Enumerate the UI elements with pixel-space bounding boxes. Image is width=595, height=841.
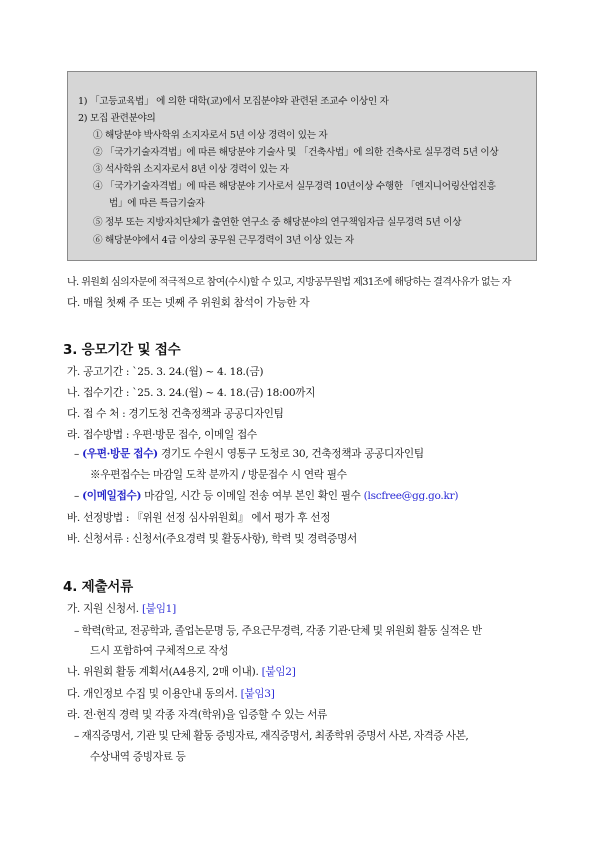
s4-ra-sub-2: 수상내역 증빙자료 등 bbox=[90, 751, 186, 763]
dash: – bbox=[74, 490, 79, 502]
post-address: 경기도 수원시 영통구 도청로 30, 건축정책과 공공디자인팀 bbox=[160, 448, 424, 460]
s4-ga-sub-1: – 학력(학교, 전공학과, 졸업논문명 등, 주요근무경력, 각종 기관·단체 및 위원회 활동 실적은 반 bbox=[74, 625, 482, 637]
s4-ra-sub-1: – 재직증명서, 기관 및 단체 활동 증빙자료, 재직증명서, 최종학위 증명서 사본, 자격증 사본, bbox=[74, 730, 469, 742]
box-sub-5: ⑤ 정부 또는 지방자치단체가 출연한 연구소 중 해당분야의 연구책임자급 실무경력 5년 이상 bbox=[93, 217, 462, 228]
box-sub-4b: 법」에 따른 특급기술자 bbox=[109, 198, 205, 209]
s4-na-text: 나. 위원회 활동 계획서(A4용지, 2매 이내). bbox=[67, 666, 259, 678]
s4-ga-sub-2: 드시 포함하여 구체적으로 작성 bbox=[90, 645, 229, 657]
s4-ga-text: 가. 지원 신청서. bbox=[67, 603, 139, 615]
s4-na bbox=[67, 664, 296, 679]
email-address-link[interactable]: (lscfree@gg.go.kr) bbox=[363, 490, 459, 502]
qualification-box bbox=[67, 71, 537, 261]
s3-post-line bbox=[74, 446, 424, 461]
section-3-title: 3. 응모기간 및 접수 bbox=[63, 342, 181, 358]
s4-da-text: 다. 개인정보 수집 및 이용안내 동의서. bbox=[67, 688, 238, 700]
box-sub-1: ① 해당분야 박사학위 소지자로서 5년 이상 경력이 있는 자 bbox=[93, 130, 328, 141]
box-sub-4a: ④ 「국가기술자격법」에 따른 해당분야 기사로서 실무경력 10년이상 수행한 「엔지니어링산업진흥 bbox=[93, 181, 496, 192]
s4-ga bbox=[67, 601, 176, 616]
post-visit-label: (우편·방문 접수) bbox=[82, 448, 158, 460]
s4-da bbox=[67, 686, 275, 701]
box-sub-2: ② 「국가기술자격법」에 따른 해당분야 기술사 및 「건축사법」에 의한 건축사로 실무경력 5년 이상 bbox=[93, 147, 499, 158]
attachment-1-link[interactable]: [붙임1] bbox=[141, 603, 176, 615]
email-text: 마감일, 시간 등 이메일 전송 여부 본인 확인 필수 bbox=[144, 490, 361, 502]
attachment-2-link[interactable]: [붙임2] bbox=[261, 666, 296, 678]
s3-ga: 가. 공고기간 : `25. 3. 24.(월) ~ 4. 18.(금) bbox=[67, 366, 264, 378]
section-4-title: 4. 제출서류 bbox=[63, 579, 133, 595]
box-item-1: 1) 「고등교육법」 에 의한 대학(교)에서 모집분야와 관련된 조교수 이상인 자 bbox=[78, 96, 389, 107]
box-sub-6: ⑥ 해당분야에서 4급 이상의 공무원 근무경력이 3년 이상 있는 자 bbox=[93, 235, 354, 246]
after-box-da: 다. 매월 첫째 주 또는 넷째 주 위원회 참석이 가능한 자 bbox=[67, 297, 310, 309]
dash: – bbox=[74, 448, 79, 460]
s3-email-line bbox=[74, 488, 458, 503]
box-sub-3: ③ 석사학위 소지자로서 8년 이상 경력이 있는 자 bbox=[93, 164, 289, 175]
s3-ra: 라. 접수방법 : 우편·방문 접수, 이메일 접수 bbox=[67, 429, 257, 441]
box-item-2: 2) 모집 관련분야의 bbox=[78, 113, 156, 124]
s3-ma: 바. 선정방법 : 『위원 선정 심사위원회』 에서 평가 후 선정 bbox=[67, 512, 331, 524]
email-label: (이메일접수) bbox=[82, 490, 142, 502]
attachment-3-link[interactable]: [붙임3] bbox=[240, 688, 275, 700]
s3-na: 나. 접수기간 : `25. 3. 24.(월) ~ 4. 18.(금) 18:00까지 bbox=[67, 387, 316, 399]
after-box-na: 나. 위원회 심의자문에 적극적으로 참여(수시)할 수 있고, 지방공무원법 제31조에 해당하는 결격사유가 없는 자 bbox=[67, 277, 511, 288]
s3-post-note: ※우편접수는 마감일 도착 분까지 / 방문접수 시 연락 필수 bbox=[90, 469, 347, 481]
s4-ra: 라. 전·현직 경력 및 각종 자격(학위)을 입증할 수 있는 서류 bbox=[67, 709, 327, 721]
s3-da: 다. 접 수 처 : 경기도청 건축정책과 공공디자인팀 bbox=[67, 408, 284, 420]
s3-ba: 바. 신청서류 : 신청서(주요경력 및 활동사항), 학력 및 경력증명서 bbox=[67, 533, 357, 545]
